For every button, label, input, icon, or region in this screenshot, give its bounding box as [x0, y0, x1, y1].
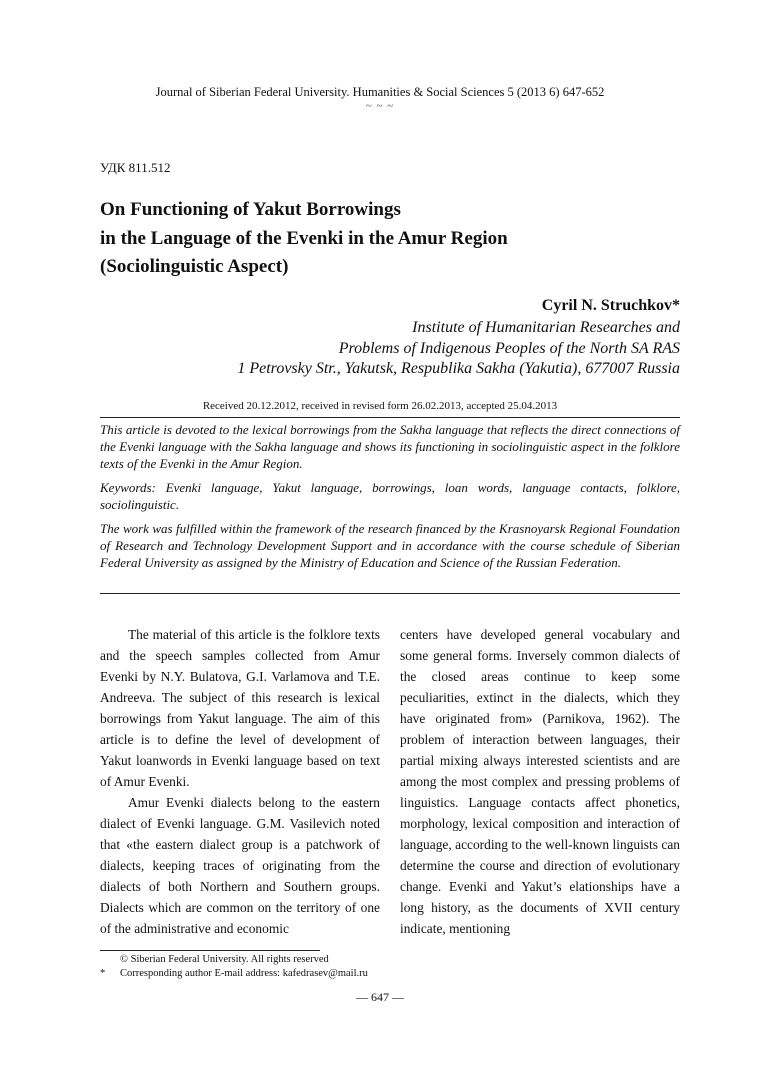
abstract-top-rule: [100, 417, 680, 418]
funding-note: The work was fulfilled within the framework of the research financed by the Krasnoyarsk Regional Foundation of Research and Technology Development Support and in accordance with the course schedule of Siberian Federal University as assigned by the Ministry of Education and Science of the Russian Federation.: [100, 521, 680, 570]
affiliation-line: 1 Petrovsky Str., Yakutsk, Respublika Sakha (Yakutia), 677007 Russia: [237, 360, 680, 377]
header-separator: ~ ~ ~: [365, 100, 395, 112]
affiliation: [237, 318, 680, 380]
right-column: [400, 624, 680, 939]
abstract-bottom-rule: [100, 593, 680, 594]
footnote-asterisk: *: [100, 968, 106, 979]
footnote-copyright: [100, 953, 329, 966]
page-number: — 647 —: [356, 990, 404, 1004]
footnote-corresponding: [100, 967, 368, 980]
journal-header: Journal of Siberian Federal University. Humanities & Social Sciences 5 (2013 6) 647-652: [155, 85, 605, 99]
received-dates: Received 20.12.2012, received in revised form 26.02.2013, accepted 25.04.2013: [202, 400, 558, 412]
copyright-text: © Siberian Federal University. All rights reserved: [120, 954, 329, 965]
title-line: in the Language of the Evenki in the Amur Region: [100, 227, 508, 249]
abstract-block: [100, 421, 680, 571]
affiliation-line: Problems of Indigenous Peoples of the North SA RAS: [338, 339, 680, 357]
abstract-text: This article is devoted to the lexical borrowings from the Sakha language that reflects the direct connections of the Evenki language with the Sakha language and shows its functioning in sociolinguistic aspect in the folklore texts of the Evenki in the Amur Region.: [100, 422, 680, 471]
udk-code: УДК 811.512: [100, 160, 171, 175]
left-column: [100, 624, 380, 939]
author-name: Cyril N. Struchkov*: [541, 297, 680, 314]
title-line: (Sociolinguistic Aspect): [100, 256, 289, 277]
keywords: Keywords: Evenki language, Yakut language, borrowings, loan words, language contacts, folklore, sociolinguistic.: [100, 480, 680, 512]
body-paragraph: centers have developed general vocabulary and some general forms. Inversely common dialects of the closed areas continue to keep some peculiarities, extinct in the dialects, which they have originated from» (Parnikova, 1962). The problem of interaction between languages, their partial mixing always interested scientists and are among the most complex and pressing problems of linguistics. Language contacts affect phonetics, morphology, lexical composition and interaction of language, according to the well-known linguists can determine the course and direction of evolutionary change. Evenki and Yakut’s elationships have a long history, as the documents of XVII century indicate, mentioning: [400, 627, 680, 936]
footnote-rule: [100, 950, 320, 951]
affiliation-line: Institute of Humanitarian Researches and: [412, 319, 680, 336]
article-title: [100, 196, 680, 282]
title-line: On Functioning of Yakut Borrowings: [100, 199, 401, 220]
corresponding-author: Corresponding author E-mail address: kafedrasev@mail.ru: [120, 968, 368, 979]
body-paragraph: Amur Evenki dialects belong to the eastern dialect of Evenki language. G.M. Vasilevich noted that «the eastern dialect group is a patchwork of dialects, keeping traces of originating from the dialects of both Northern and Southern groups. Dialects which are common on the territory of one of the administrative and economic: [100, 795, 380, 936]
body-paragraph: The material of this article is the folklore texts and the speech samples collected from Amur Evenki by N.Y. Bulatova, G.I. Varlamova and T.E. Andreeva. The subject of this research is lexical borrowings from Yakut language. The aim of this article is to define the level of development of Yakut loanwords in Evenki language based on text of Amur Evenki.: [100, 627, 380, 789]
